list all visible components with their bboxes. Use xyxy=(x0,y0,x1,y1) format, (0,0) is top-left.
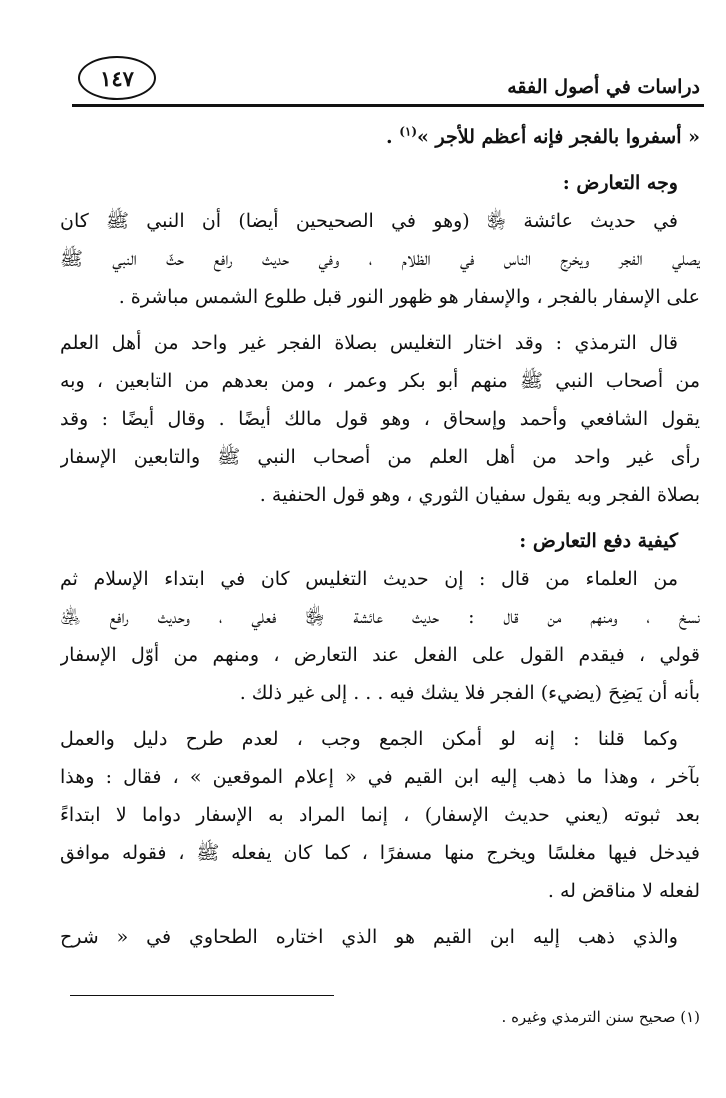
page-number: ١٤٧ xyxy=(78,56,156,100)
text-line: فيدخل فيها مغلسًا ويخرج منها مسفرًا ، كما كان يفعله ﷺ ، فقوله موافق xyxy=(60,842,700,864)
footnote-marker: (١) xyxy=(399,124,418,139)
header-rule xyxy=(72,104,704,107)
text-line: نسخ ، ومنهم من قال : حديث عائشة ﵂ فعلي ، وحديث رافع ﵁ xyxy=(60,606,700,628)
paragraph xyxy=(60,324,700,514)
text-line: في حديث عائشة ﵂ (وهو في الصحيحين أيضا) أن النبي ﷺ كان xyxy=(60,210,678,232)
footnote: (١) صحيح سنن الترمذي وغيره . xyxy=(501,1008,700,1026)
quote-text: « أسفروا بالفجر فإنه أعظم للأجر » xyxy=(417,126,700,148)
text-line: رأى غير واحد من أهل العلم من أصحاب النبي ﷺ والتابعين الإسفار xyxy=(60,446,700,468)
text-line: لفعله لا مناقض له . xyxy=(547,880,700,902)
paragraph xyxy=(60,720,700,910)
hadith-quote xyxy=(60,118,700,156)
text-line: قال الترمذي : وقد اختار التغليس بصلاة الفجر غير واحد من أهل العلم xyxy=(60,332,678,354)
paragraph xyxy=(60,918,700,956)
text-line: يصلي الفجر ويخرج الناس في الظلام ، وفي حديث رافع حثّ النبي ﷺ xyxy=(60,248,700,270)
text-line: بعد ثبوته (يعني حديث الإسفار) ، إنما المراد به الإسفار دواما لا ابتداءً xyxy=(60,804,700,826)
text-line: بصلاة الفجر وبه يقول سفيان الثوري ، وهو قول الحنفية . xyxy=(259,484,700,506)
section-heading: كيفية دفع التعارض : xyxy=(519,530,678,552)
paragraph xyxy=(60,560,700,712)
section-heading: وجه التعارض : xyxy=(562,172,678,194)
text-line: والذي ذهب إليه ابن القيم هو الذي اختاره الطحاوي في « شرح xyxy=(60,926,678,948)
text-line: يقول الشافعي وأحمد وإسحاق ، وهو قول مالك أيضًا . وقال أيضًا : وقد xyxy=(60,408,700,430)
text-line: على الإسفار بالفجر ، والإسفار هو ظهور النور قبل طلوع الشمس مباشرة . xyxy=(118,286,700,308)
footnote-separator xyxy=(70,995,334,996)
running-title: دراسات في أصول الفقه xyxy=(507,76,700,98)
text-line: بأنه أن يَضِحَ (يضيء) الفجر فلا يشك فيه . . . إلى غير ذلك . xyxy=(239,682,700,704)
text-line: بآخر ، وهذا ما ذهب إليه ابن القيم في « إعلام الموقعين » ، فقال : وهذا xyxy=(60,766,700,788)
text-line: قولي ، فيقدم القول على الفعل عند التعارض ، ومنهم من أوّل الإسفار xyxy=(60,644,700,666)
text-line: من أصحاب النبي ﷺ منهم أبو بكر وعمر ، ومن بعدهم من التابعين ، وبه xyxy=(60,370,700,392)
text-line: وكما قلنا : إنه لو أمكن الجمع وجب ، لعدم طرح دليل والعمل xyxy=(60,728,678,750)
text-line: من العلماء من قال : إن حديث التغليس كان في ابتداء الإسلام ثم xyxy=(60,568,678,590)
quote-end: . xyxy=(385,126,400,148)
paragraph xyxy=(60,202,700,316)
page-body xyxy=(60,118,700,956)
